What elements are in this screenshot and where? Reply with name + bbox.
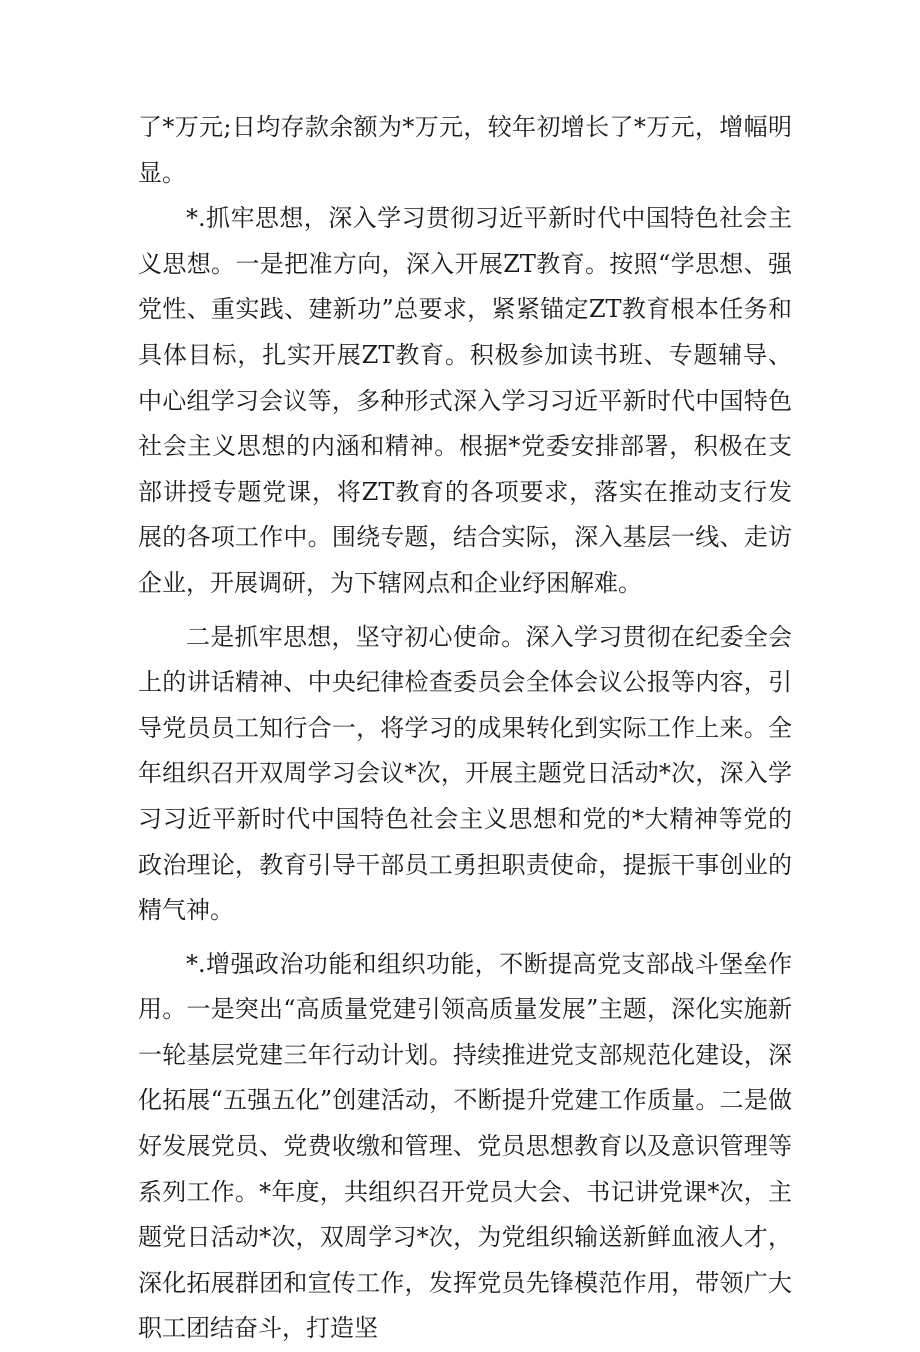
- document-body: [138, 105, 792, 1352]
- paragraph-1: 了*万元;日均存款余额为*万元，较年初增长了*万元，增幅明显。: [138, 113, 792, 187]
- paragraph-2: *.抓牢思想，深入学习贯彻习近平新时代中国特色社会主义思想。一是把准方向，深入开展ZT教育。按照“学思想、强党性、重实践、建新功”总要求，紧紧锚定ZT教育根本任务和具体目标，扎实开展ZT教育。积极参加读书班、专题辅导、中心组学习会议等，多种形式深入学习习近平新时代中国特色社会主义思想的内涵和精神。根据*党委安排部署，积极在支部讲授专题党课，将ZT教育的各项要求，落实在推动支行发展的各项工作中。围绕专题，结合实际，深入基层一线、走访企业，开展调研，为下辖网点和企业纾困解难。: [138, 204, 792, 597]
- paragraph-3: 二是抓牢思想，坚守初心使命。深入学习贯彻在纪委全会上的讲话精神、中央纪律检查委员会全体会议公报等内容，引导党员员工知行合一，将学习的成果转化到实际工作上来。全年组织召开双周学习会议*次，开展主题党日活动*次，深入学习习近平新时代中国特色社会主义思想和党的*大精神等党的政治理论，教育引导干部员工勇担职责使命，提振干事创业的精气神。: [138, 622, 792, 925]
- paragraph-4: *.增强政治功能和组织功能，不断提高党支部战斗堡垒作用。一是突出“高质量党建引领高质量发展”主题，深化实施新一轮基层党建三年行动计划。持续推进党支部规范化建设，深化拓展“五强五化”创建活动，不断提升党建工作质量。二是做好发展党员、党费收缴和管理、党员思想教育以及意识管理等系列工作。*年度，共组织召开党员大会、书记讲党课*次，主题党日活动*次，双周学习*次，为党组织输送新鲜血液人才，深化拓展群团和宣传工作，发挥党员先锋模范作用，带领广大职工团结奋斗，打造坚: [138, 949, 792, 1343]
- paragraph-gap: [138, 607, 792, 615]
- paragraph-gap: [138, 934, 792, 942]
